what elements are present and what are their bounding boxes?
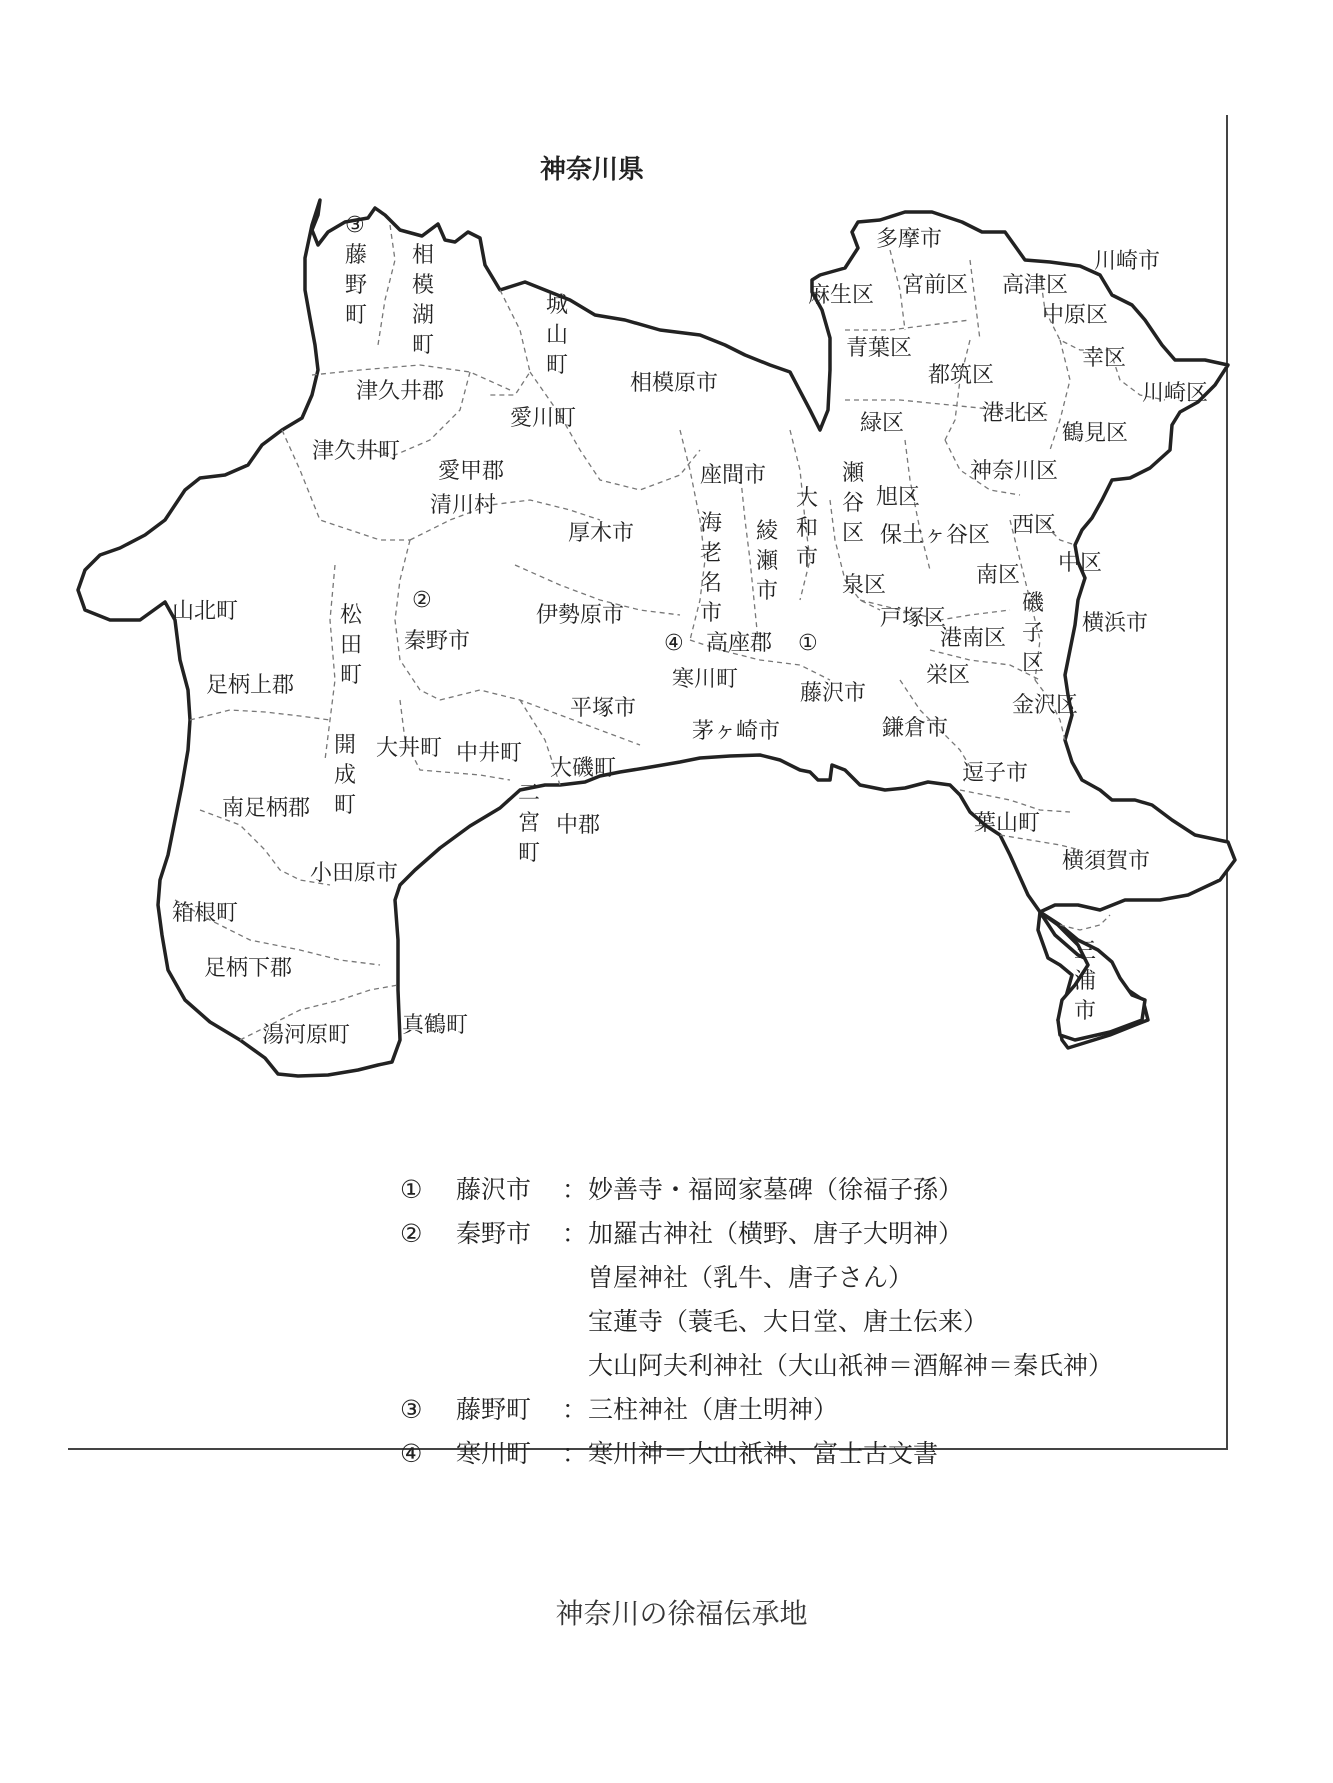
map-marker-1: ① [798, 631, 818, 656]
label-hiratsuka: 平塚市 [570, 696, 637, 721]
label-oiso: 大磯町 [550, 756, 617, 781]
legend-indent [400, 1256, 588, 1300]
label-naka: 中区 [1058, 551, 1103, 576]
label-isogo: 磯 子 区 [1022, 591, 1045, 676]
label-tama: 多摩市 [876, 227, 943, 252]
label-fujino: 藤 野 町 [345, 243, 368, 328]
label-minamiashigara: 南足柄郡 [222, 796, 311, 821]
label-yamakita: 山北町 [172, 599, 239, 624]
legend-city: 藤沢市 [456, 1175, 532, 1204]
legend-number: ① [400, 1175, 423, 1204]
legend-separator: ： [562, 1219, 588, 1248]
label-miura: 三 浦 市 [1074, 939, 1097, 1024]
label-sagamiko: 相 模 湖 町 [412, 243, 435, 358]
legend-text: 加羅古神社（横野、唐子大明神） [588, 1219, 964, 1248]
legend-city: 秦野市 [456, 1219, 532, 1248]
label-saiwai: 幸区 [1082, 346, 1127, 371]
label-aoba: 青葉区 [846, 336, 913, 361]
figure-caption: 神奈川の徐福伝承地 [555, 1597, 808, 1630]
legend-number: ④ [400, 1439, 423, 1468]
label-tsukui-gun: 津久井郡 [356, 379, 445, 404]
label-yamato: 大 和 市 [796, 486, 819, 571]
label-izumi: 泉区 [842, 573, 887, 598]
label-kamakura: 鎌倉市 [882, 716, 949, 741]
label-samukawa: 寒川町 [672, 667, 739, 692]
legend-row [400, 1168, 1220, 1212]
legend-row [400, 1300, 1220, 1344]
label-fujisawa: 藤沢市 [800, 681, 867, 706]
legend-text: 妙善寺・福岡家墓碑（徐福子孫） [588, 1175, 964, 1204]
label-nakahara: 中原区 [1042, 303, 1109, 328]
label-kaisei: 開 成 町 [334, 733, 357, 818]
label-koza-gun: 高座郡 [706, 631, 773, 656]
prefecture-outline [78, 200, 1235, 1076]
label-tsurumi: 鶴見区 [1062, 421, 1129, 446]
label-totsuka: 戸塚区 [880, 606, 947, 631]
label-aiko-gun: 愛甲郡 [438, 459, 505, 484]
legend-separator: ： [562, 1395, 588, 1424]
label-ashigarashimo-gun: 足柄下郡 [204, 956, 293, 981]
label-kohoku: 港北区 [982, 401, 1049, 426]
label-ebina: 海 老 名 市 [700, 511, 723, 626]
label-ayase: 綾 瀬 市 [756, 519, 779, 604]
legend-text: 大山阿夫利神社（大山祇神＝酒解神＝秦氏神） [588, 1351, 1114, 1380]
label-ninomiya: 二 宮 町 [518, 781, 541, 866]
label-oi: 大井町 [376, 736, 443, 761]
label-nishi: 西区 [1012, 513, 1057, 538]
label-tsukui-machi: 津久井町 [312, 439, 401, 464]
legend-text: 曽屋神社（乳牛、唐子さん） [588, 1263, 914, 1292]
label-hayama: 葉山町 [974, 811, 1041, 836]
label-asahi: 旭区 [876, 485, 921, 510]
label-hodogaya: 保土ヶ谷区 [880, 523, 991, 548]
map-marker-2: ② [412, 588, 432, 613]
label-sagamihara: 相模原市 [630, 371, 719, 396]
label-naka-gun: 中郡 [556, 813, 601, 838]
label-kanagawa-ward: 神奈川区 [970, 459, 1059, 484]
map-marker-3: ③ [345, 213, 365, 238]
label-asao: 麻生区 [808, 283, 875, 308]
label-aikawa: 愛川町 [510, 406, 577, 431]
label-yokosuka: 横須賀市 [1062, 849, 1151, 874]
label-odawara: 小田原市 [310, 861, 399, 886]
legend-separator: ： [562, 1175, 588, 1204]
label-nakai: 中井町 [456, 741, 523, 766]
label-ashigarakami-gun: 足柄上郡 [206, 673, 295, 698]
label-konan: 港南区 [940, 626, 1007, 651]
map-marker-4: ④ [664, 631, 684, 656]
legend-separator: ： [562, 1439, 588, 1468]
label-zushi: 逗子市 [962, 761, 1029, 786]
label-hadano: 秦野市 [404, 629, 471, 654]
label-takatsu: 高津区 [1002, 273, 1069, 298]
legend-city: 藤野町 [456, 1395, 532, 1424]
label-yokohama: 横浜市 [1082, 611, 1149, 636]
label-yugawara: 湯河原町 [262, 1023, 351, 1048]
label-tsuzuki: 都筑区 [928, 363, 995, 388]
label-shiroyama: 城 山 町 [546, 293, 569, 378]
label-atsugi: 厚木市 [568, 521, 635, 546]
legend-indent [400, 1300, 588, 1344]
legend-row [400, 1388, 1220, 1432]
label-chigasaki: 茅ヶ崎市 [692, 719, 781, 744]
label-miyamae: 宮前区 [902, 273, 969, 298]
legend [400, 1168, 1220, 1476]
legend-text: 三柱神社（唐土明神） [588, 1395, 839, 1424]
label-isehara: 伊勢原市 [536, 603, 625, 628]
label-matsuda: 松 田 町 [340, 603, 363, 688]
label-kiyokawa: 清川村 [430, 493, 497, 518]
legend-number: ③ [400, 1395, 423, 1424]
label-zama: 座間市 [700, 463, 767, 488]
label-kanazawa: 金沢区 [1012, 693, 1079, 718]
label-hakone: 箱根町 [172, 901, 239, 926]
legend-row [400, 1344, 1220, 1388]
label-minami: 南区 [976, 563, 1021, 588]
legend-row [400, 1432, 1220, 1476]
label-sakae: 栄区 [926, 663, 971, 688]
label-midori: 緑区 [860, 411, 905, 436]
legend-text: 宝蓮寺（蓑毛、大日堂、唐土伝来） [588, 1307, 989, 1336]
legend-text: 寒川神＝大山祇神、富士古文書 [588, 1439, 939, 1468]
label-seya: 瀬 谷 区 [842, 461, 865, 546]
legend-number: ② [400, 1219, 423, 1248]
label-kawasaki-city: 川崎市 [1094, 249, 1161, 274]
map-title: 神奈川県 [540, 155, 645, 185]
legend-city: 寒川町 [456, 1439, 532, 1468]
label-manazuru: 真鶴町 [402, 1013, 469, 1038]
legend-indent [400, 1344, 588, 1388]
legend-row [400, 1256, 1220, 1300]
legend-row [400, 1212, 1220, 1256]
label-kawasaki-ward: 川崎区 [1142, 381, 1209, 406]
